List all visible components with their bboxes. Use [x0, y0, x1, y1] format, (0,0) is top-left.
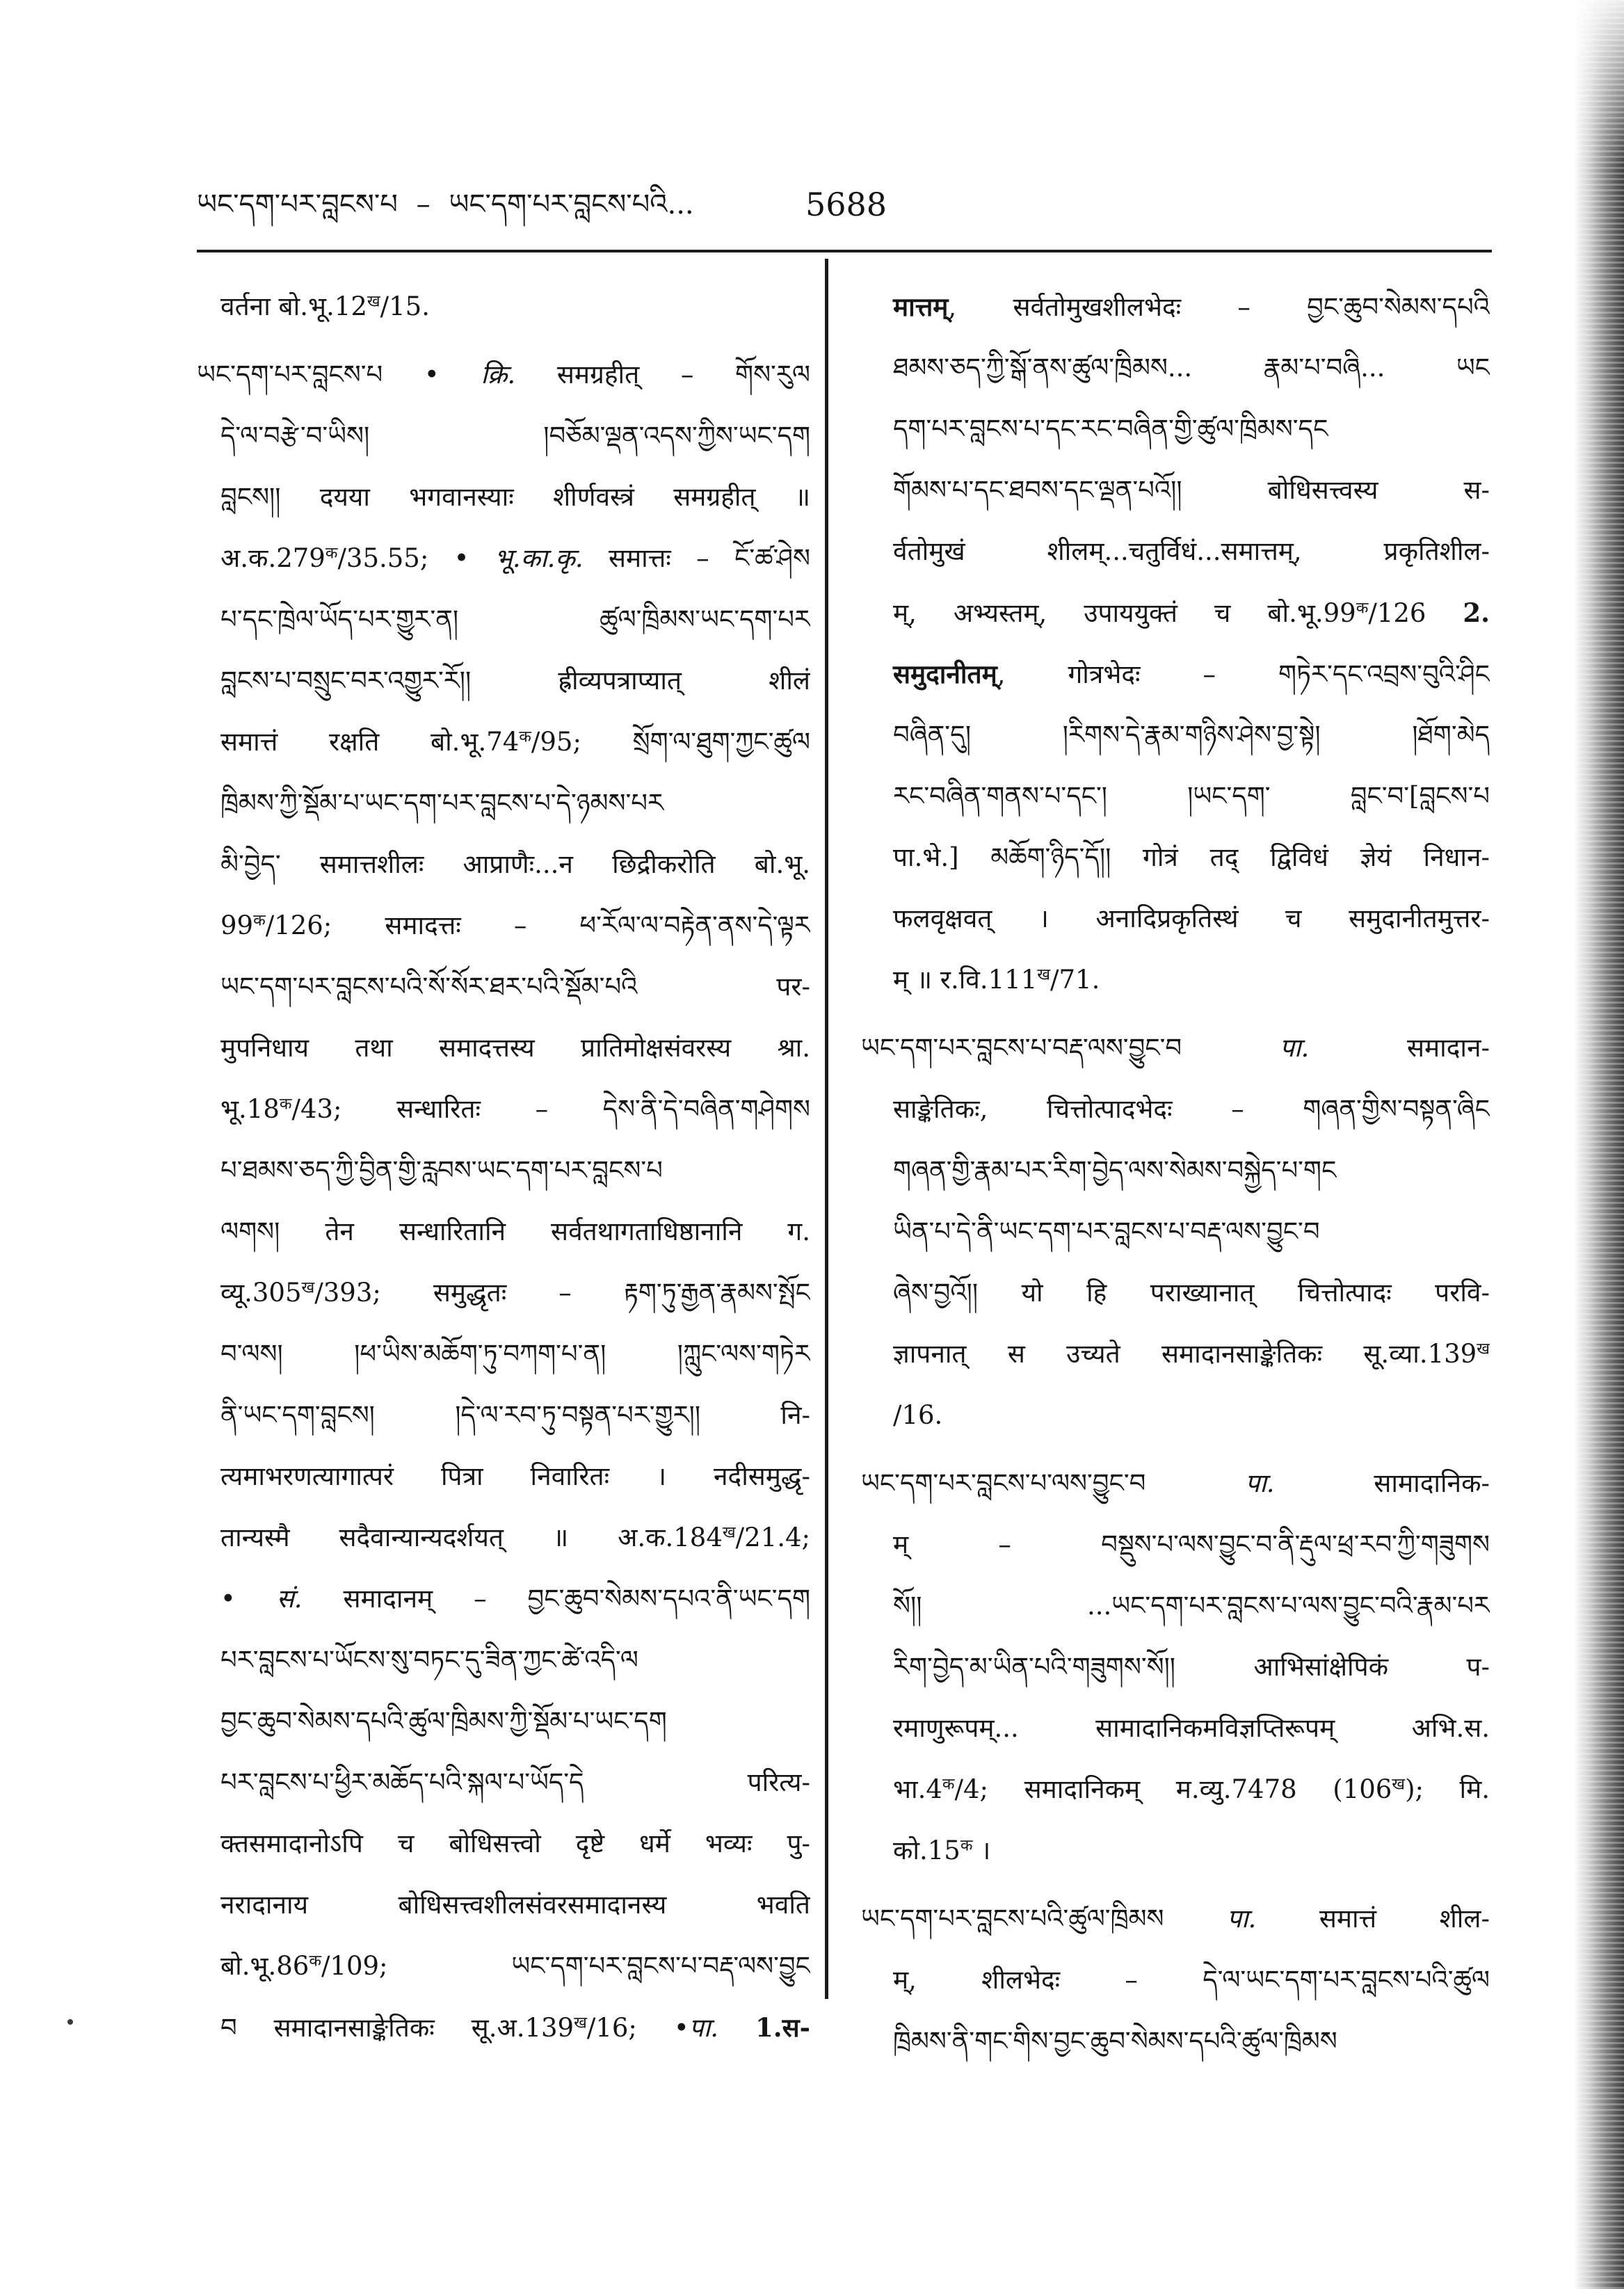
text-segment: र्वतोमुखं शीलम्...चतुर्विधं...समात्तम्, प्रकृतिशील- [893, 536, 1490, 566]
text-line [861, 1262, 1490, 1324]
text-segment: साङ्केतिकः, चित्तोत्पादभेदः – གཞན་གྱིས་བསྟན་ཞིང [893, 1094, 1490, 1124]
text-line [197, 895, 810, 956]
text-segment: ཞེས་བྱའོ།། यो हि पराख्यानात् चित्तोत्पादः परवि- [893, 1278, 1490, 1308]
text-segment: /95; སྲོག་ལ་ཐུག་ཀྱང་ཚུལ [531, 727, 810, 757]
text-line [197, 1568, 810, 1630]
text-segment: 99 [220, 910, 254, 940]
text-line [197, 1262, 810, 1324]
scan-speck [67, 2019, 73, 2025]
text-segment: समात्तं शील- [1256, 1904, 1490, 1934]
text-segment: ज्ञापनात् स उच्यते समादानसाङ्केतिकः सू.व्या.139 [893, 1339, 1477, 1369]
text-segment: /15. [380, 291, 430, 321]
text-line [861, 1514, 1490, 1575]
running-head-last-term: ཡང་དག་པར་བླངས་པའི... [449, 188, 694, 220]
text-line [861, 2011, 1490, 2072]
text-segment: ); मि. [1405, 1774, 1490, 1804]
text-line [861, 460, 1490, 521]
folio-side-marker: क [519, 728, 531, 746]
text-segment: भू.18 [220, 1094, 280, 1124]
folio-side-marker: ख [367, 292, 380, 311]
text-line [197, 1997, 810, 2058]
text-segment: समादान- [1309, 1033, 1490, 1063]
grammar-abbreviation: सं. [276, 1584, 303, 1614]
running-head [197, 182, 795, 227]
folio-side-marker: क [309, 1952, 321, 1970]
text-segment: वर्तना बो.भू.12 [220, 291, 367, 321]
grammar-abbreviation: क्रि. [481, 360, 516, 389]
text-segment: /109; ཡང་དག་པར་བླངས་པ་བརྡ་ལས་བྱུང [321, 1951, 810, 1981]
folio-side-marker: क [325, 544, 338, 563]
text-line [197, 1936, 810, 1997]
entry-continuation [197, 276, 810, 337]
text-line [861, 1637, 1490, 1698]
text-segment: पा.भे.] མཆོག་ཉིད་དོ།། गोत्रं तद् द्विविधं ज्ञेयं निधान- [893, 842, 1490, 872]
text-line [197, 589, 810, 650]
text-segment: फलवृक्षवत् । अनादिप्रकृतिस्थं च समुदानीतमुत्तर- [893, 903, 1490, 933]
dictionary-entry [197, 344, 810, 2058]
text-line [197, 1079, 810, 1140]
text-line [861, 337, 1490, 399]
text-segment: , सर्वतोमुखशीलभेदः – བྱང་ཆུབ་སེམས་དཔའི [948, 292, 1490, 322]
text-segment: /43; सन्धारितः – དེས་ནི་དེ་བཞིན་གཤེགས [291, 1094, 810, 1124]
text-segment: བ་ལས། །ཕ་ཡིས་མཆོག་ཏུ་བཀག་པ་ན། །ཀླུང་ལས་གཏེར [220, 1339, 810, 1369]
text-segment: क्तसमादानोऽपि च बोधिसत्त्वो दृष्टे धर्मे भव्यः पु- [220, 1829, 810, 1858]
text-segment: भा.4 [893, 1774, 942, 1804]
text-segment: མི་བྱེད་ समात्तशीलः आप्राणैः...न छिद्रीकरोति बो.भू. [220, 849, 810, 879]
text-line [861, 521, 1490, 582]
text-segment: དག་པར་བླངས་པ་དང་རང་བཞིན་གྱི་ཚུལ་ཁྲིམས་དང [893, 414, 1328, 444]
folio-side-marker: ख [574, 2014, 587, 2032]
text-segment: སོ།། ...ཡང་དག་པར་བླངས་པ་ལས་བྱུང་བའི་རྣམ་པར [893, 1591, 1490, 1621]
right-column [861, 276, 1490, 2072]
folio-side-marker: ख [301, 1278, 315, 1297]
text-segment: པར་བླངས་པ་ཕྱིར་མཆོད་པའི་སྐལ་པ་ཡོད་དེ परित्य- [220, 1767, 810, 1797]
text-line [197, 1752, 810, 1813]
text-segment: , गोत्रभेदः – གཏེར་དང་འབྲས་བུའི་ཤིང [997, 659, 1490, 689]
text-line [861, 1140, 1490, 1201]
text-line [861, 582, 1490, 643]
text-segment: /21.4; [735, 1523, 810, 1552]
text-segment: समात्तः – ངོ་ཚ་ཤེས [583, 543, 810, 573]
text-line [197, 1813, 810, 1874]
page-number: 5688 [805, 186, 887, 223]
text-line [861, 1201, 1490, 1262]
text-line [197, 467, 810, 528]
text-segment: म्, अभ्यस्तम्, उपाययुक्तं च बो.भू.99 [893, 598, 1356, 628]
sense-label: 1.स- [755, 2012, 810, 2043]
text-line [197, 1874, 810, 1936]
text-segment: समात्तं रक्षति बो.भू.74 [220, 727, 520, 757]
header-rule [197, 250, 1492, 252]
text-line [861, 1575, 1490, 1637]
text-line [197, 1140, 810, 1201]
column-divider [825, 259, 828, 1999]
text-line [861, 827, 1490, 888]
text-segment: གཞན་གྱི་རྣམ་པར་རིག་བྱེད་ལས་སེམས་བསྐྱེད་པ་གང [893, 1155, 1337, 1185]
sense-label: मात्तम् [893, 291, 949, 322]
text-line [197, 276, 810, 337]
folio-side-marker: क [1356, 599, 1369, 618]
left-column [197, 276, 810, 2058]
text-segment: बो.भू.86 [220, 1951, 309, 1981]
text-segment: ལགས། तेन सन्धारितानि सर्वतथागताधिष्ठानानि ग. [220, 1216, 810, 1246]
text-line [197, 956, 810, 1018]
text-segment: समादानम् – བྱང་ཆུབ་སེམས་དཔའ་ནི་ཡང་དག [302, 1584, 810, 1614]
text-segment: व्यू.305 [220, 1278, 302, 1308]
text-line [861, 643, 1490, 705]
sense-label: 2. [1463, 597, 1490, 628]
text-segment: मुपनिधाय तथा समादत्तस्य प्रातिमोक्षसंवरस्य श्रा. [220, 1033, 810, 1063]
text-segment: ཡིན་པ་དེ་ནི་ཡང་དག་པར་བླངས་པ་བརྡ་ལས་བྱུང་བ [893, 1216, 1320, 1246]
entry-headline [861, 1453, 1490, 1514]
text-line [197, 1446, 810, 1507]
text-segment: म् – བསྡུས་པ་ལས་བྱུང་བ་ནི་རྡུལ་ཕྲ་རབ་ཀྱི་གཟུགས [893, 1529, 1490, 1559]
entry-continuation [861, 276, 1490, 1011]
grammar-abbreviation: भू.का.कृ. [494, 543, 584, 573]
text-line [197, 773, 810, 834]
folio-side-marker: ख [1477, 1340, 1490, 1358]
text-segment: གོམས་པ་དང་ཐབས་དང་ལྡན་པའོ།། बोधिसत्त्वस्य स- [893, 475, 1490, 505]
text-segment: པ་ཐམས་ཅད་ཀྱི་བྱིན་གྱི་རླབས་ཡང་དག་པར་བླངས་པ [220, 1155, 663, 1185]
text-line [197, 1507, 810, 1568]
text-segment: ཁྲིམས་ནི་གང་གིས་བྱང་ཆུབ་སེམས་དཔའི་ཚུལ་ཁྲིམས [893, 2026, 1337, 2056]
scan-edge-fade [1574, 0, 1624, 167]
dictionary-entry [861, 1453, 1490, 1881]
grammar-abbreviation: पा. [1279, 1033, 1310, 1063]
grammar-abbreviation: पा. [689, 2013, 719, 2043]
text-segment: ཡང་དག་པར་བླངས་པའི་སོ་སོར་ཐར་པའི་སྡོམ་པའི पर- [220, 972, 810, 1002]
text-segment: པ་དང་ཁྲེལ་ཡོད་པར་གྱུར་ན། ཚུལ་ཁྲིམས་ཡང་དག་པར [220, 604, 810, 634]
text-segment: /126 [1368, 598, 1463, 628]
folio-side-marker: ख [722, 1523, 736, 1542]
entry-headline [197, 344, 810, 405]
grammar-abbreviation: पा. [1245, 1468, 1275, 1498]
text-line [861, 276, 1490, 337]
text-segment: བླངས།། दयया भगवानस्याः शीर्णवस्त्रं समग्रहीत् ॥ [220, 482, 810, 512]
folio-side-marker: क [960, 1836, 973, 1855]
text-line [861, 1324, 1490, 1385]
text-line [197, 1691, 810, 1752]
text-line [861, 949, 1490, 1011]
text-line [197, 1630, 810, 1691]
text-line [861, 399, 1490, 460]
text-segment: /4; समादानिकम् म.व्यु.7478 (106 [954, 1774, 1392, 1804]
text-segment: /16; • [586, 2013, 689, 2043]
grammar-abbreviation: पा. [1226, 1904, 1257, 1934]
text-segment: ཡང་དག་པར་བླངས་པ • [197, 360, 481, 389]
text-segment: /16. [893, 1400, 943, 1430]
text-segment: को.15 [893, 1836, 960, 1865]
text-line [861, 1820, 1490, 1881]
text-segment: सामादानिक- [1274, 1468, 1490, 1498]
scan-edge-shadow [1574, 0, 1624, 2289]
entry-headline [861, 1018, 1490, 1079]
text-segment: तान्यस्मै सदैवान्यान्यदर्शयत् ॥ अ.क.184 [220, 1523, 723, 1552]
folio-side-marker: क [942, 1775, 955, 1794]
folio-side-marker: क [253, 911, 266, 930]
text-segment: རང་བཞིན་གནས་པ་དང་། །ཡང་དག་ བླང་བ་[བླངས་པ [893, 781, 1490, 811]
text-segment: བྱང་ཆུབ་སེམས་དཔའི་ཚུལ་ཁྲིམས་ཀྱི་སྡོམ་པ་ཡང་དག [220, 1706, 667, 1736]
text-segment: ཡང་དག་པར་བླངས་པ་བརྡ་ལས་བྱུང་བ [861, 1033, 1280, 1063]
text-segment: བླངས་པ་བསྲུང་བར་འགྱུར་རོ།། ह्रीव्यपत्राप्यात् शीलं [220, 666, 810, 696]
text-line [197, 712, 810, 773]
text-line [861, 1950, 1490, 2011]
text-line [861, 1385, 1490, 1446]
folio-side-marker: क [279, 1095, 292, 1114]
text-line [197, 1201, 810, 1262]
folio-side-marker: ख [1392, 1775, 1406, 1794]
text-segment: /126; समादत्तः – ཕ་རོལ་ལ་བརྟེན་ནས་དེ་ལྟར [265, 910, 810, 940]
text-line [861, 766, 1490, 827]
entry-headline [861, 1888, 1490, 1950]
text-segment: /35.55; • [337, 543, 495, 573]
sense-label: समुदानीतम् [893, 659, 997, 689]
text-line [861, 888, 1490, 949]
text-segment [718, 2013, 755, 2043]
running-head-separator: – [416, 188, 431, 220]
text-segment: དེ་ལ་བརྩེ་བ་ཡིས། །བཅོམ་ལྡན་འདས་ཀྱིས་ཡང་དག [220, 421, 810, 451]
text-segment: /393; समुद्धृतः – རྟག་ཏུ་རྒྱན་རྣམས་སྤོང [314, 1278, 810, 1308]
folio-side-marker: ख [1037, 965, 1051, 984]
text-segment: ཡང་དག་པར་བླངས་པ་ལས་བྱུང་བ [861, 1468, 1246, 1498]
text-line [197, 1385, 810, 1446]
text-segment: त्यमाभरणत्यागात्परं पित्रा निवारितः । नदीसमुद्धृ- [220, 1461, 810, 1491]
dictionary-entry [861, 1018, 1490, 1446]
text-line [197, 1018, 810, 1079]
text-line [197, 1324, 810, 1385]
text-segment: । [972, 1836, 991, 1865]
text-segment: རིག་བྱེད་མ་ཡིན་པའི་གཟུགས་སོ།། आभिसांक्षेपिकं प- [893, 1652, 1490, 1682]
text-line [197, 834, 810, 895]
text-line [197, 650, 810, 712]
text-segment: समग्रहीत् – གོས་རུལ [515, 360, 810, 389]
text-line [197, 528, 810, 589]
text-line [197, 405, 810, 467]
text-segment: ཁྲིམས་ཀྱི་སྡོམ་པ་ཡང་དག་པར་བླངས་པ་དེ་ཉམས་པར [220, 788, 664, 818]
text-segment: नरादानाय बोधिसत्त्वशीलसंवरसमादानस्य भवति [220, 1890, 810, 1920]
text-segment: ནི་ཡང་དག་བླངས། །དེ་ལ་རབ་ཏུ་བསྟན་པར་གྱུར།། नि- [220, 1400, 810, 1430]
text-segment: བ समादानसाङ्केतिकः सू.अ.139 [220, 2013, 574, 2043]
text-segment: པར་བླངས་པ་ཡོངས་སུ་བཏང་དུ་ཟིན་ཀྱང་ཚེ་འདི་ལ [220, 1645, 638, 1675]
text-segment: म् ॥ र.वि.111 [893, 965, 1038, 995]
dictionary-entry [861, 1888, 1490, 2072]
text-segment: म्, शीलभेदः – དེ་ལ་ཡང་དག་པར་བླངས་པའི་ཚུལ [893, 1965, 1490, 1995]
text-segment: /71. [1050, 965, 1100, 995]
text-line [861, 1698, 1490, 1759]
text-segment: अ.क.279 [220, 543, 325, 573]
text-segment: • [220, 1584, 277, 1614]
text-segment: रमाणुरूपम्... सामादानिकमविज्ञप्तिरूपम् अभि.स. [893, 1713, 1490, 1743]
text-line [861, 1079, 1490, 1140]
text-line [861, 705, 1490, 766]
text-segment: ཡང་དག་པར་བླངས་པའི་ཚུལ་ཁྲིམས [861, 1904, 1227, 1934]
text-segment: ཐམས་ཅད་ཀྱི་སྒོ་ནས་ཚུལ་ཁྲིམས... རྣམ་པ་བཞི... ཡང [893, 353, 1490, 383]
text-line [861, 1759, 1490, 1820]
text-segment: བཞིན་དུ། །རིགས་དེ་རྣམ་གཉིས་ཤེས་བྱ་སྟེ། །ཐོག་མེད [893, 720, 1490, 750]
running-head-first-term: ཡང་དག་པར་བླངས་པ [197, 188, 398, 220]
